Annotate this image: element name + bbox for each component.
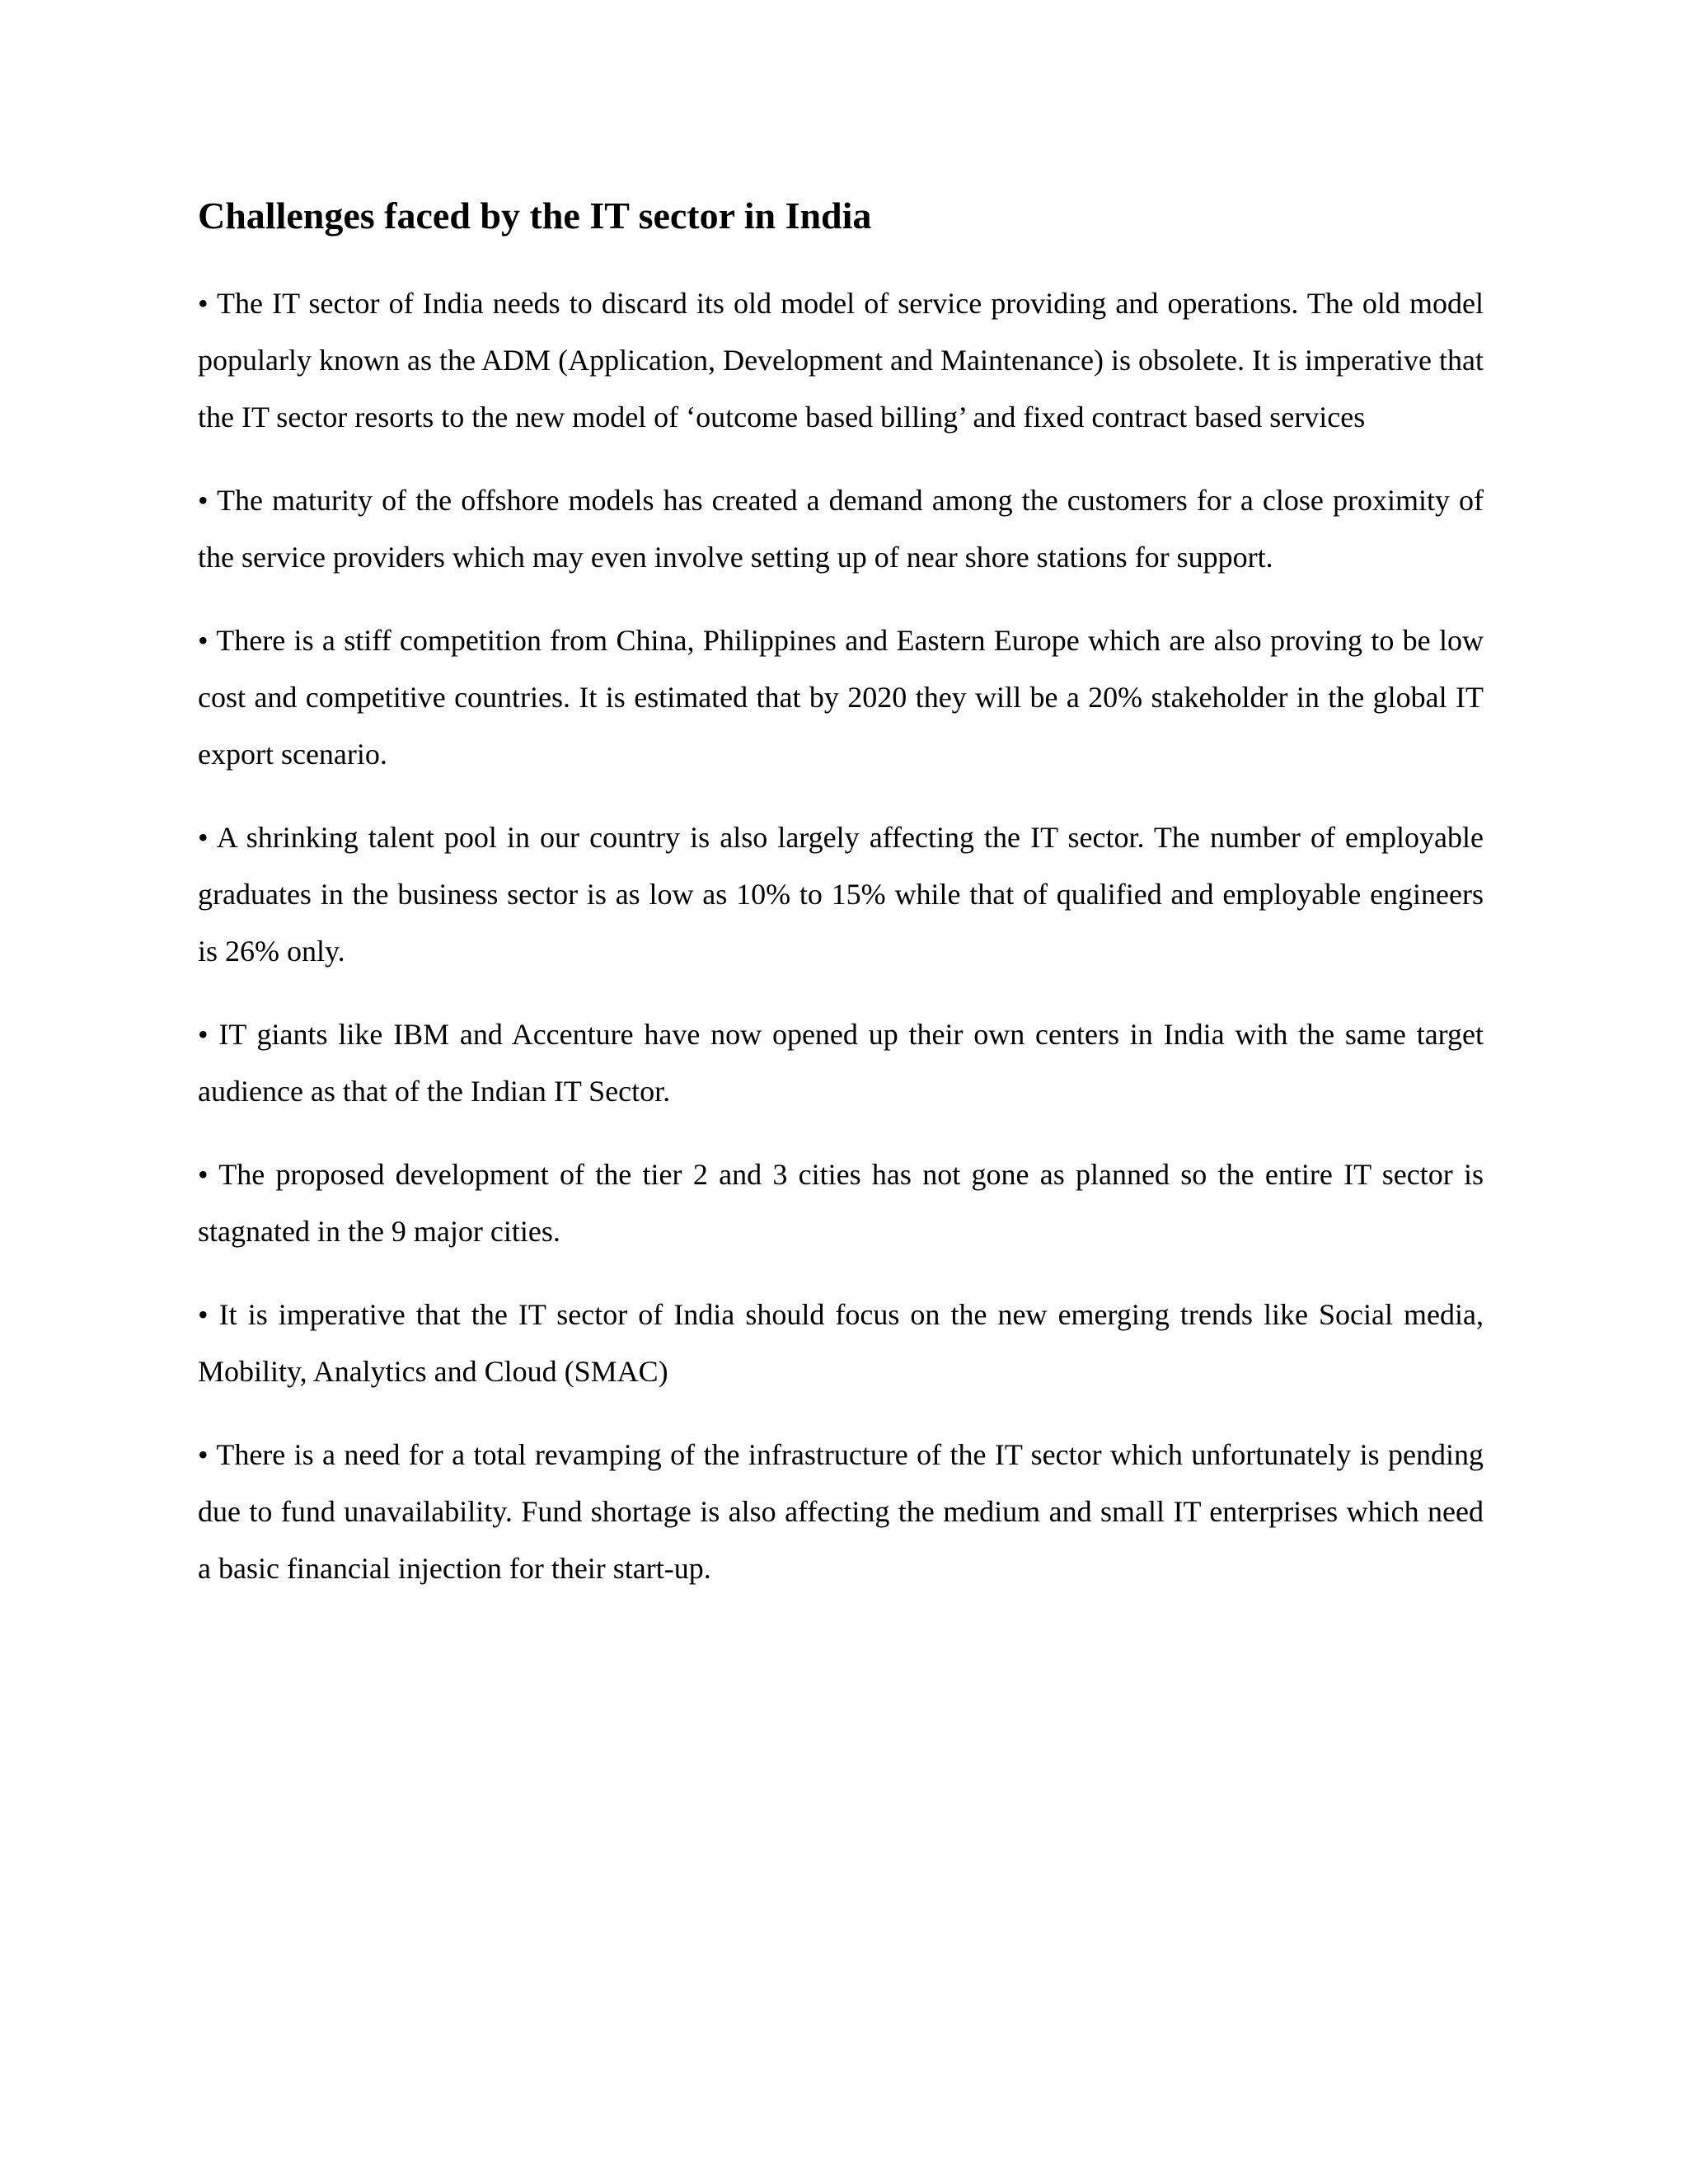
bullet-paragraph-8: • There is a need for a total revamping of the infrastructure of the IT sector which unfortunately is pending due to fund unavailability. Fund shortage is also affecting the medium and small IT enterprises which need a basic financial injection for their start-up. xyxy=(198,1438,1484,1585)
bullet-paragraph-7: • It is imperative that the IT sector of India should focus on the new emerging trends like Social media, Mobility, Analytics and Cloud (SMAC) xyxy=(198,1298,1484,1388)
bullet-paragraph-2: • The maturity of the offshore models has created a demand among the customers for a close proximity of the service providers which may even involve setting up of near shore stations for support. xyxy=(198,484,1484,574)
document-body xyxy=(198,191,1484,1624)
bullet-paragraph-5: • IT giants like IBM and Accenture have now opened up their own centers in India with the same target audience as that of the Indian IT Sector. xyxy=(198,1018,1484,1108)
bullet-paragraph-3: • There is a stiff competition from China, Philippines and Eastern Europe which are also proving to be low cost and competitive countries. It is estimated that by 2020 they will be a 20% stakeholder in the global IT export scenario. xyxy=(198,624,1484,771)
document-title: Challenges faced by the IT sector in India xyxy=(198,194,872,237)
bullet-paragraph-1: • The IT sector of India needs to discard its old model of service providing and operations. The old model popularly known as the ADM (Application, Development and Maintenance) is obsolete. It is imperative that the IT sector resorts to the new model of ‘outcome based billing’ and fixed contract based services xyxy=(198,287,1484,434)
bullet-paragraph-4: • A shrinking talent pool in our country is also largely affecting the IT sector. The number of employable graduates in the business sector is as low as 10% to 15% while that of qualified and employable engineers is 26% only. xyxy=(198,821,1484,968)
bullet-paragraph-6: • The proposed development of the tier 2 and 3 cities has not gone as planned so the entire IT sector is stagnated in the 9 major cities. xyxy=(198,1158,1484,1248)
